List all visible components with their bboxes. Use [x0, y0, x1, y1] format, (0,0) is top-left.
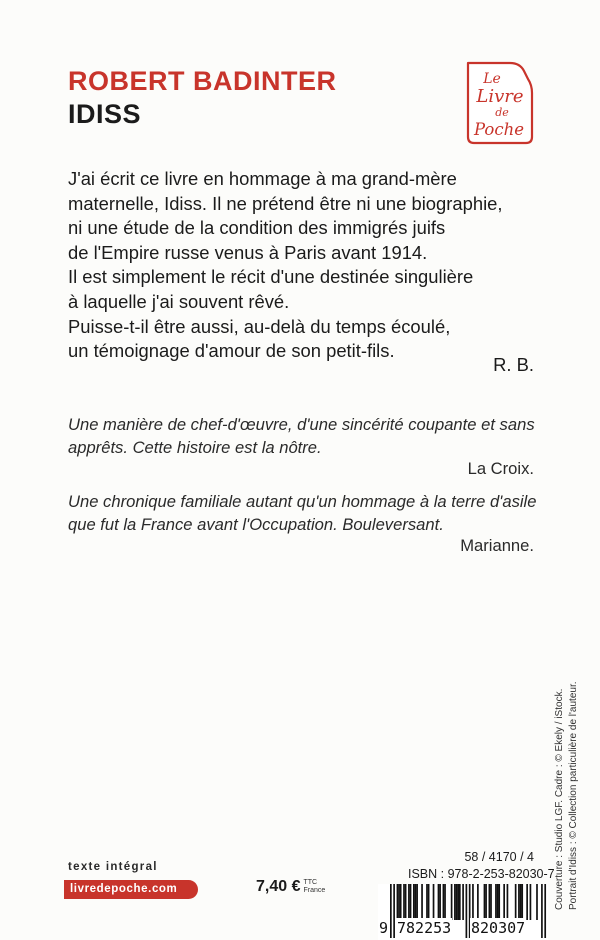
barcode-bar — [472, 884, 474, 920]
barcode-bar — [433, 884, 435, 920]
barcode-bar — [490, 884, 492, 920]
barcode-bar — [515, 884, 517, 920]
price-value: 7,40 € — [256, 878, 301, 895]
review-source: Marianne. — [460, 536, 534, 555]
barcode-bar — [462, 884, 464, 920]
barcode-bar — [415, 884, 417, 920]
barcode-bar — [456, 884, 458, 920]
credit-line-portrait: Portrait d'Idiss : © Collection particulière de l'auteur. — [568, 681, 579, 910]
price-note-ttc: TTC — [303, 879, 318, 886]
back-cover-blurb — [68, 167, 538, 364]
website-link[interactable]: livredepoche.com — [64, 880, 198, 899]
review-line: Une chronique familiale autant qu'un hommage à la terre d'asile — [68, 492, 537, 511]
barcode-left-digits: 782253 — [397, 919, 452, 937]
barcode-bar — [498, 884, 500, 920]
review-quote — [68, 491, 538, 536]
blurb-signature: R. B. — [493, 354, 534, 375]
barcode-bar — [397, 884, 399, 920]
barcode-bar — [530, 884, 532, 920]
barcode-bar — [507, 884, 509, 920]
barcode-bar — [454, 884, 456, 920]
publisher-logo — [462, 59, 534, 147]
barcode-bar — [405, 884, 407, 920]
blurb-line: à laquelle j'ai souvent rêvé. — [68, 290, 290, 312]
credit-line-cover: Couverture : Studio LGF. Cadre : © Ekely / iStock. — [554, 688, 565, 910]
barcode-bar — [520, 884, 522, 920]
blurb-line: un témoignage d'amour de son petit-fils. — [68, 340, 395, 362]
barcode-bar — [485, 884, 487, 920]
blurb-line: de l'Empire russe venus à Paris avant 1914. — [68, 241, 428, 263]
blurb-line: ni une étude de la condition des immigrés juifs — [68, 217, 446, 239]
barcode-bar — [503, 884, 505, 920]
barcode-bar — [416, 884, 418, 920]
barcode-bar — [444, 884, 446, 920]
barcode-digits — [378, 918, 548, 940]
logo-text-poche: Poche — [474, 120, 524, 139]
review-quote — [68, 414, 538, 459]
barcode-bar — [489, 884, 491, 920]
barcode-bar — [408, 884, 410, 920]
barcode-bar — [421, 884, 423, 920]
barcode-first-digit: 9 — [379, 919, 389, 937]
barcode-bar — [413, 884, 415, 920]
isbn: ISBN : 978-2-253-82030-7 — [408, 867, 555, 881]
barcode-bar — [439, 884, 441, 920]
photo-credits — [553, 662, 593, 910]
barcode-bar — [426, 884, 428, 920]
barcode-bar — [457, 884, 459, 920]
review-line: que fut la France avant l'Occupation. Bouleversant. — [68, 514, 444, 534]
barcode-bar — [443, 884, 445, 920]
barcode-bar — [521, 884, 523, 920]
price-note-france: France — [303, 887, 326, 894]
barcode-bar — [451, 884, 453, 920]
barcode-bar — [484, 884, 486, 920]
barcode-bar — [403, 884, 405, 920]
barcode-bar — [438, 884, 440, 920]
barcode-bar — [526, 884, 528, 920]
blurb-line: J'ai écrit ce livre en hommage à ma grand-mère — [68, 168, 457, 189]
logo-text-livre: Livre — [476, 86, 524, 107]
review-line: apprêts. Cette histoire est la nôtre. — [68, 437, 322, 457]
blurb-line: maternelle, Idiss. Il ne prétend être ni une biographie, — [68, 192, 503, 214]
barcode-bar — [459, 884, 461, 920]
logo-text-le: Le — [483, 71, 501, 87]
barcode-bar — [428, 884, 430, 920]
barcode-bar — [398, 884, 400, 920]
barcode-bar — [400, 884, 402, 920]
barcode-bar — [410, 884, 412, 920]
price-block — [256, 878, 325, 896]
author-name: ROBERT BADINTER — [68, 66, 337, 96]
review-line: Une manière de chef-d'œuvre, d'une sincérité coupante et sans — [68, 415, 535, 434]
barcode-bar — [477, 884, 479, 920]
barcode-bar — [495, 884, 497, 920]
price-note — [303, 879, 325, 895]
publisher-reference: 58 / 4170 / 4 — [464, 850, 534, 864]
logo-text-de: de — [495, 106, 509, 119]
review-source: La Croix. — [467, 459, 534, 478]
barcode-bar — [497, 884, 499, 920]
blurb-line: Puisse-t-il être aussi, au-delà du temps écoulé, — [68, 315, 451, 337]
barcode-right-digits: 820307 — [471, 919, 526, 937]
book-title: IDISS — [68, 99, 142, 129]
blurb-line: Il est simplement le récit d'une destinée singulière — [68, 266, 474, 288]
edition-label: texte intégral — [68, 861, 158, 873]
barcode-bar — [518, 884, 520, 920]
barcode-bar — [536, 884, 538, 920]
